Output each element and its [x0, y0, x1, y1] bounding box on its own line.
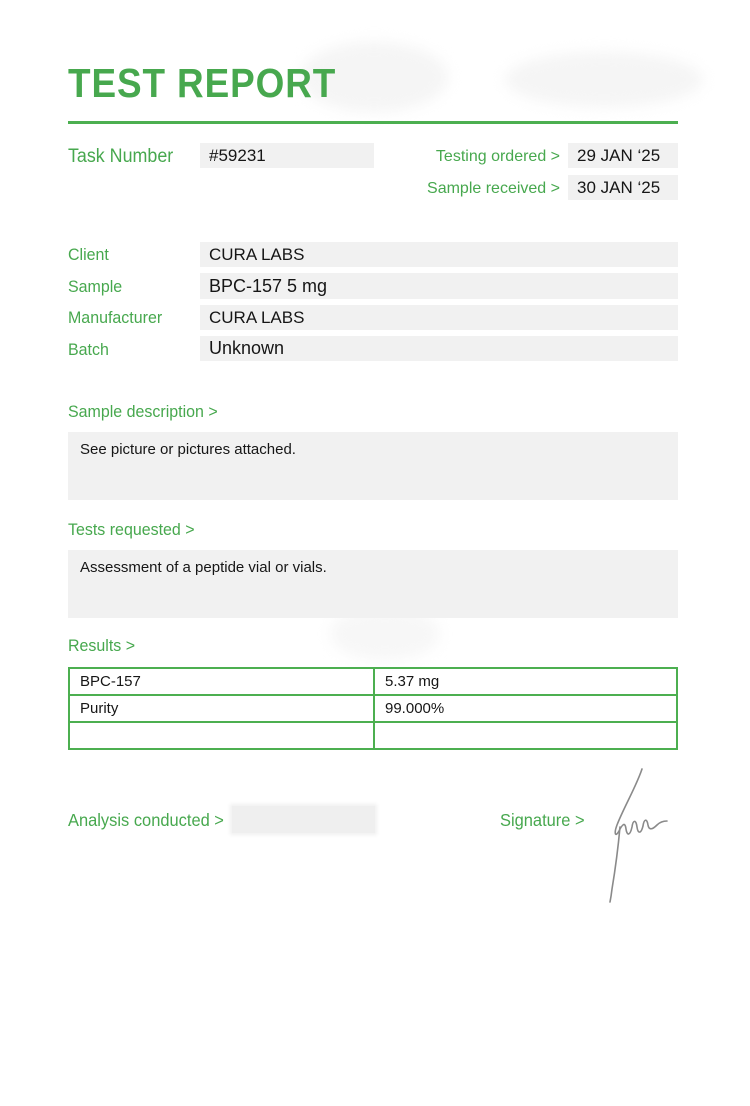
result-name: BPC-157: [69, 668, 374, 695]
results-table: [68, 667, 678, 750]
title-divider: [68, 121, 678, 124]
sample-value: BPC-157 5 mg: [200, 273, 678, 299]
sample-description-heading: Sample description >: [68, 402, 218, 421]
result-value: 99.000%: [374, 695, 677, 722]
task-number-value: #59231: [200, 143, 374, 168]
tests-requested-text: Assessment of a peptide vial or vials.: [68, 550, 678, 618]
table-row: [69, 722, 677, 749]
result-value: [374, 722, 677, 749]
analysis-conducted-label: Analysis conducted >: [68, 810, 224, 830]
table-row: [69, 668, 677, 695]
task-number-label: Task Number: [68, 146, 174, 167]
sample-received-label: Sample received >: [427, 180, 560, 197]
result-value: 5.37 mg: [374, 668, 677, 695]
client-label: Client: [68, 245, 109, 264]
batch-label: Batch: [68, 340, 109, 359]
sample-label: Sample: [68, 277, 123, 296]
sample-received-value: 30 JAN ‘25: [568, 175, 678, 200]
testing-ordered-value: 29 JAN ‘25: [568, 143, 678, 168]
tests-requested-heading: Tests requested >: [68, 520, 195, 539]
batch-value: Unknown: [200, 336, 678, 361]
testing-ordered-label: Testing ordered >: [435, 148, 560, 165]
manufacturer-value: CURA LABS: [200, 305, 678, 330]
client-value: CURA LABS: [200, 242, 678, 267]
scan-smudge: [505, 52, 703, 107]
analysis-conducted-redacted-field: [232, 806, 375, 833]
manufacturer-label: Manufacturer: [68, 308, 163, 327]
signature-label: Signature >: [500, 810, 585, 830]
signature-image: [596, 763, 676, 905]
result-name: Purity: [69, 695, 374, 722]
table-row: [69, 695, 677, 722]
page-title: TEST REPORT: [68, 60, 337, 106]
results-heading: Results >: [68, 636, 136, 655]
result-name: [69, 722, 374, 749]
sample-description-text: See picture or pictures attached.: [68, 432, 678, 500]
